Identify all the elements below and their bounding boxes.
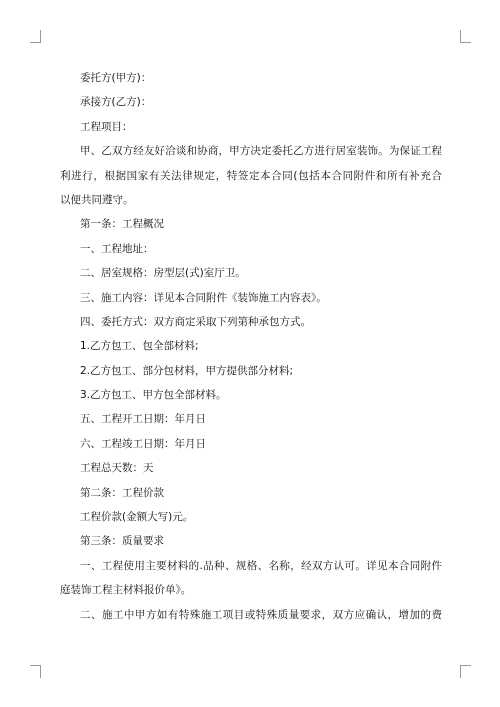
- crop-mark-top-right: [460, 30, 471, 43]
- mode-option-1: 1.乙方包工、包全部材料;: [80, 340, 199, 353]
- article-2-heading: 第二条：工程价款: [80, 486, 164, 499]
- contract-body: [60, 66, 442, 627]
- price-line: 工程价款(金额大写)元。: [80, 511, 194, 524]
- completion-date-line: 六、工程竣工日期：年月日: [80, 437, 206, 450]
- quality-item-1-line-1: 一、工程使用主要材料的.品种、规格、名称，经双方认可。详见本合同附件: [80, 559, 442, 572]
- start-date-line: 五、工程开工日期：年月日: [80, 413, 206, 426]
- crop-mark-bottom-left: [30, 665, 41, 678]
- total-days-line: 工程总天数：天: [80, 462, 154, 475]
- preamble-line-3: 以便共同遵守。: [60, 193, 134, 206]
- contract-mode-line: 四、委托方式：双方商定采取下列第种承包方式。: [80, 315, 311, 328]
- quality-item-2-line-1: 二、施工中甲方如有特殊施工项目或特殊质量要求，双方应确认，增加的费: [80, 608, 442, 621]
- article-1-heading: 第一条：工程概况: [80, 218, 164, 231]
- article-3-heading: 第三条：质量要求: [80, 535, 164, 548]
- party-b-line: 承接方(乙方)：: [80, 96, 152, 109]
- project-line: 工程项目：: [80, 120, 133, 133]
- party-a-line: 委托方(甲方)：: [80, 72, 152, 84]
- preamble-line-2: 利进行，根据国家有关法律规定，特签定本合同(包括本合同附件和所有补充合: [60, 169, 442, 182]
- mode-option-3: 3.乙方包工、甲方包全部材料。: [80, 389, 227, 402]
- preamble-line-1: 甲、乙双方经友好洽谈和协商，甲方决定委托乙方进行居室装饰。为保证工程: [80, 145, 442, 158]
- quality-item-1-line-2: 庭装饰工程主材料报价单》。: [60, 584, 192, 597]
- crop-mark-bottom-right: [460, 665, 471, 678]
- room-spec-line: 二、居室规格：房型层(式)室厅卫。: [80, 267, 246, 280]
- mode-option-2: 2.乙方包工、部分包材料，甲方提供部分材料;: [80, 364, 294, 377]
- construction-content-line: 三、施工内容：详见本合同附件《装饰施工内容表》。: [80, 291, 327, 304]
- crop-mark-top-left: [30, 30, 41, 43]
- project-address-line: 一、工程地址：: [80, 242, 154, 255]
